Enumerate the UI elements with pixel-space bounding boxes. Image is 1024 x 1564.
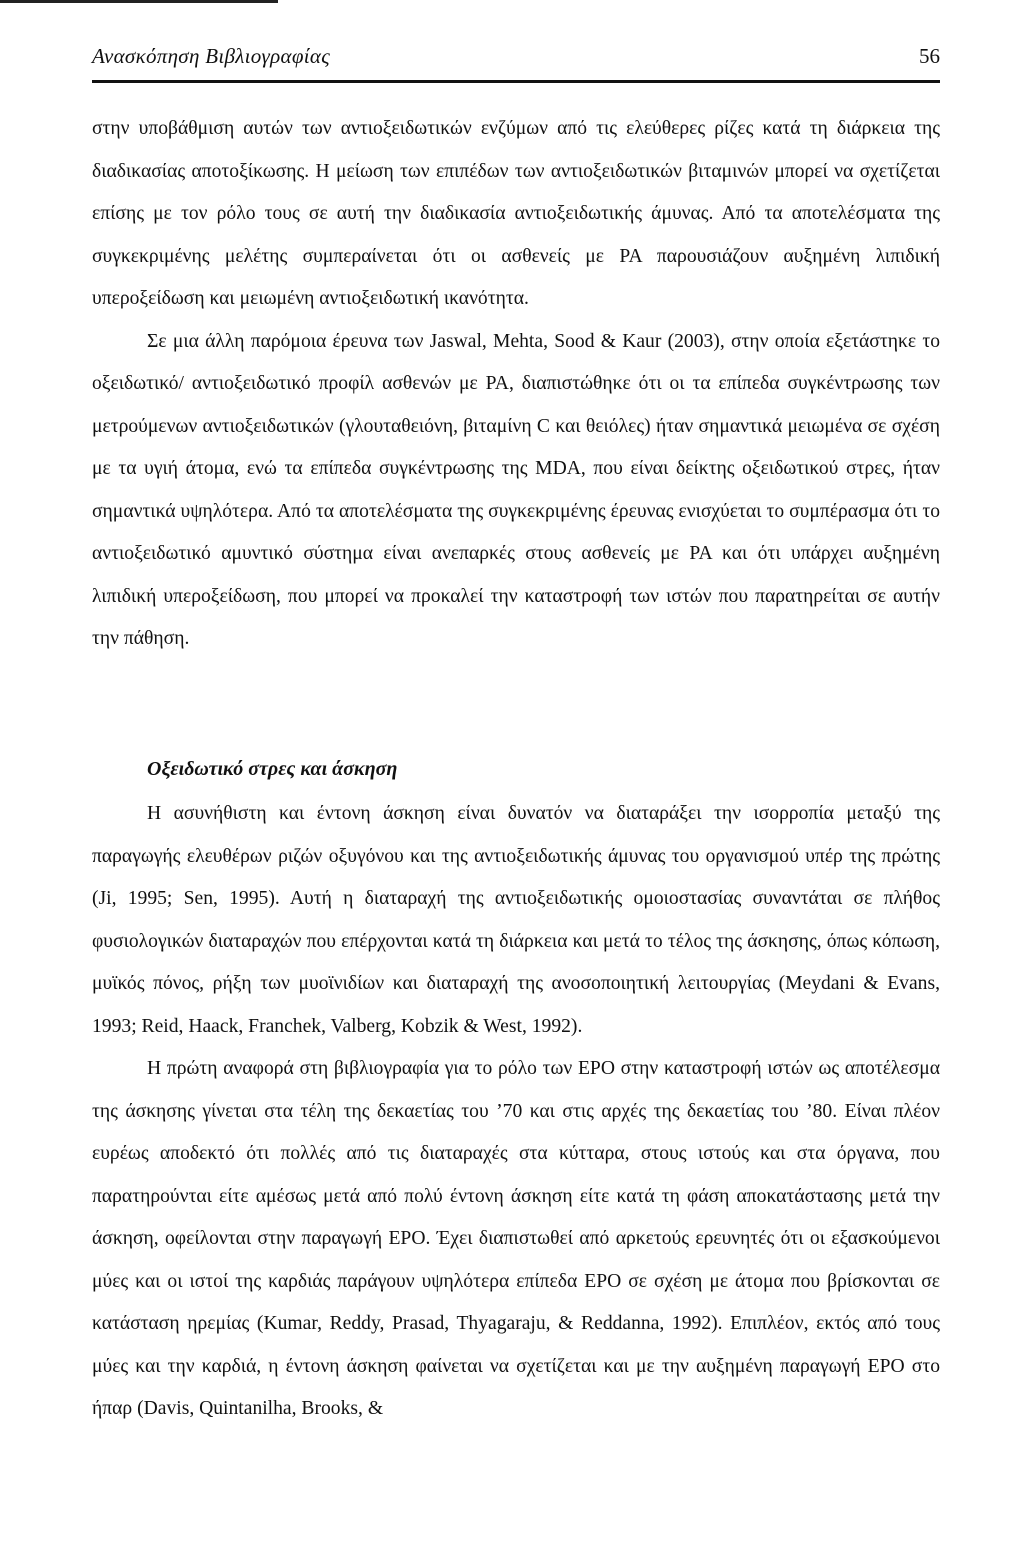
header-rule <box>92 80 940 83</box>
paragraph-jaswal-study: Σε μια άλλη παρόμοια έρευνα των Jaswal, Mehta, Sood & Kaur (2003), στην οποία εξετάστηκε το οξειδωτικό/ αντιοξειδωτικό προφίλ ασθενών με ΡΑ, διαπιστώθηκε ότι οι τα επίπεδα συγκέντρωσης των μετρούμενων αντιοξειδωτικών (γλουταθειόνη, βιταμίνη C και θειόλες) ήταν σημαντικά μειωμένα σε σχέση με τα υγιή άτομα, ενώ τα επίπεδα συγκέντρωσης της MDA, που είναι δείκτης οξειδωτικού στρες, ήταν σημαντικά υψηλότερα. Από τα αποτελέσματα της συγκεκριμένης έρευνας ενισχύεται το συμπέρασμα ότι το αντιοξειδωτικό αμυντικό σύστημα είναι ανεπαρκές στους ασθενείς με ΡΑ και ότι υπάρχει αυξημένη λιπιδική υπεροξείδωση, που μπορεί να προκαλεί την καταστροφή των ιστών που παρατηρείται σε αυτήν την πάθηση. <box>92 330 940 649</box>
page-header <box>92 44 940 76</box>
section-paragraph-ero: Η πρώτη αναφορά στη βιβλιογραφία για το ρόλο των ΕΡΟ στην καταστροφή ιστών ως αποτέλεσμα της άσκησης γίνεται στα τέλη της δεκαετίας του ’70 και στις αρχές της δεκαετίας του ’80. Είναι πλέον ευρέως αποδεκτό ότι πολλές από τις διαταραχές στα κύτταρα, στους ιστούς και στα όργανα, που παρατηρούνται είτε αμέσως μετά από πολύ έντονη άσκηση είτε κατά τη φάση αποκατάστασης μετά την άσκηση, οφείλονται στην παραγωγή ΕΡΟ. Έχει διαπιστωθεί από αρκετούς ερευνητές ότι οι εξασκούμενοι μύες και οι ιστοί της καρδιάς παράγουν υψηλότερα επίπεδα ΕΡΟ σε σχέση με άτομα που βρίσκονται σε κατάσταση ηρεμίας (Kumar, Reddy, Prasad, Thyagaraju, & Reddanna, 1992). Επιπλέον, εκτός από τους μύες και την καρδιά, η έντονη άσκηση φαίνεται να σχετίζεται και με την αυξημένη παραγωγή ΕΡΟ στο ήπαρ (Davis, Quintanilha, Brooks, & <box>92 1058 940 1419</box>
page-number: 56 <box>919 44 940 68</box>
paragraph-continuation: στην υποβάθμιση αυτών των αντιοξειδωτικών ενζύμων από τις ελεύθερες ρίζες κατά τη διάρκεια της διαδικασίας αποτοξίκωσης. Η μείωση των επιπέδων των αντιοξειδωτικών βιταμινών μπορεί να σχετίζεται επίσης με τον ρόλο τους σε αυτή την διαδικασία αντιοξειδωτικής άμυνας. Από τα αποτελέσματα της συγκεκριμένης μελέτης συμπεραίνεται ότι οι ασθενείς με ΡΑ παρουσιάζουν αυξημένη λιπιδική υπεροξείδωση και μειωμένη αντιοξειδωτική ικανότητα. <box>92 118 940 309</box>
section-body <box>92 793 940 1431</box>
scan-edge-line <box>0 0 278 3</box>
section-paragraph-exercise: Η ασυνήθιστη και έντονη άσκηση είναι δυνατόν να διαταράξει την ισορροπία μεταξύ της παραγωγής ελευθέρων ριζών οξυγόνου και της αντιοξειδωτικής άμυνας του οργανισμού υπέρ της πρώτης (Ji, 1995; Sen, 1995). Αυτή η διαταραχή της αντιοξειδωτικής ομοιοστασίας συναντάται σε πλήθος φυσιολογικών διαταραχών που επέρχονται κατά τη διάρκεια και μετά το τέλος της άσκησης, όπως κόπωση, μυϊκός πόνος, ρήξη των μυοϊνιδίων και διαταραχή της ανοσοποιητική λειτουργίας (Meydani & Evans, 1993; Reid, Haack, Franchek, Valberg, Kobzik & West, 1992). <box>92 803 940 1037</box>
section-heading: Οξειδωτικό στρες και άσκηση <box>147 758 398 780</box>
body-text <box>92 108 940 661</box>
running-title: Ανασκόπηση Βιβλιογραφίας <box>92 44 331 68</box>
